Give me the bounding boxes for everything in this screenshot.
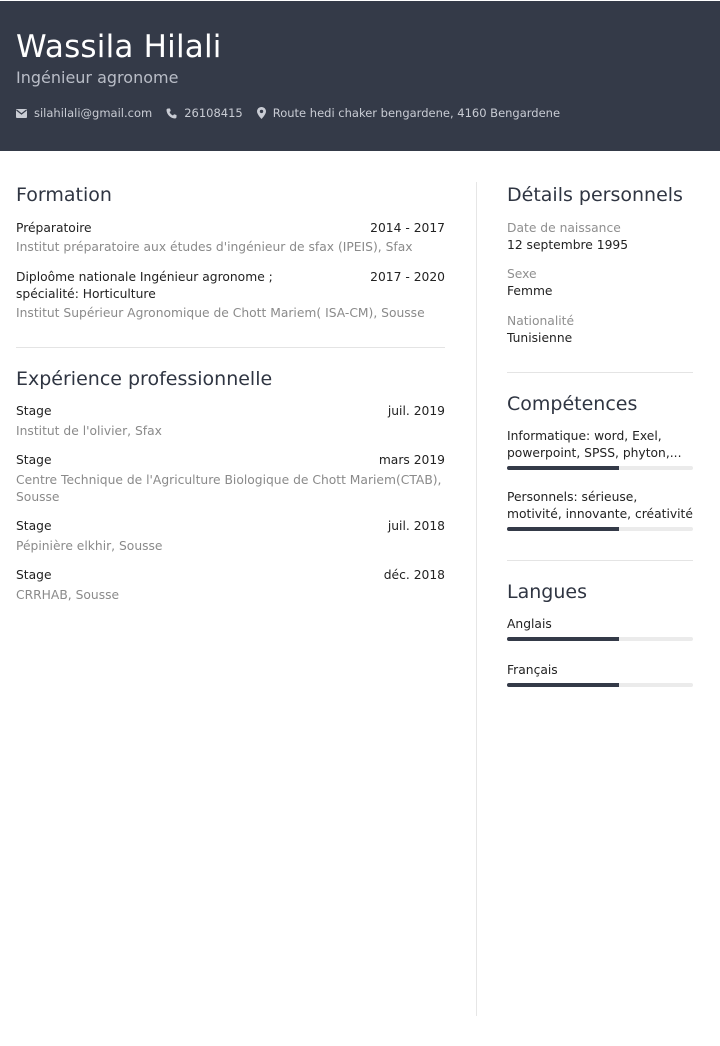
language-item (507, 616, 693, 641)
experience-role: Stage (16, 453, 52, 467)
contact-email[interactable] (16, 106, 152, 120)
phone-text: 26108415 (184, 106, 243, 120)
detail-value: 12 septembre 1995 (507, 238, 629, 252)
contact-phone[interactable] (166, 106, 243, 120)
experience-item (16, 518, 445, 555)
experience-item (16, 452, 445, 506)
detail-label: Sexe (507, 267, 537, 281)
experience-date: mars 2019 (378, 453, 445, 467)
language-item (507, 662, 693, 687)
column-divider (476, 182, 477, 1016)
formation-school: Institut Supérieur Agronomique de Chott Mariem( ISA-CM), Sousse (16, 306, 425, 320)
experience-place: Institut de l'olivier, Sfax (16, 424, 162, 438)
section-title-languages: Langues (507, 581, 587, 603)
skill-item (507, 489, 693, 531)
experience-place: Centre Technique de l'Agriculture Biologique de Chott Mariem(CTAB), Sousse (16, 473, 442, 504)
language-label: Français (507, 663, 558, 677)
language-level-bar (507, 637, 693, 641)
section-divider (507, 372, 693, 373)
section-title-skills: Compétences (507, 393, 638, 415)
skill-level-bar (507, 527, 693, 531)
skill-level-bar (507, 466, 693, 470)
experience-date: juil. 2019 (387, 404, 445, 418)
detail-item (507, 266, 693, 300)
experience-role: Stage (16, 568, 52, 582)
section-title-details: Détails personnels (507, 184, 683, 206)
language-label: Anglais (507, 617, 552, 631)
detail-value: Femme (507, 284, 553, 298)
skill-label: Personnels: sérieuse, motivité, innovante, créativité (507, 490, 693, 521)
skill-label: Informatique: word, Exel, powerpoint, SPSS, phyton,... (507, 429, 682, 460)
detail-label: Date de naissance (507, 221, 621, 235)
formation-date: 2014 - 2017 (370, 221, 445, 235)
experience-item (16, 403, 445, 440)
section-title-experience: Expérience professionnelle (16, 368, 273, 390)
envelope-icon (16, 109, 27, 118)
main-column (16, 182, 445, 604)
email-text: silahilali@gmail.com (34, 106, 153, 120)
skill-level-fill (507, 527, 619, 531)
language-level-bar (507, 683, 693, 687)
experience-role: Stage (16, 404, 52, 418)
section-title-formation: Formation (16, 184, 112, 206)
detail-label: Nationalité (507, 314, 575, 328)
map-marker-icon (257, 107, 266, 119)
experience-date: déc. 2018 (383, 568, 445, 582)
experience-date: juil. 2018 (387, 519, 445, 533)
skill-level-fill (507, 466, 619, 470)
formation-degree: Préparatoire (16, 221, 92, 235)
formation-date: 2017 - 2020 (370, 270, 445, 284)
skill-item (507, 428, 693, 470)
section-divider (507, 560, 693, 561)
contact-bar (16, 105, 574, 121)
formation-degree: Diploôme nationale Ingénieur agronome ; spécialité: Horticulture (16, 270, 273, 301)
side-column (507, 182, 693, 687)
detail-item (507, 313, 693, 347)
contact-address (257, 106, 560, 120)
section-divider (16, 347, 445, 348)
candidate-title: Ingénieur agronome (16, 68, 179, 87)
experience-place: Pépinière elkhir, Sousse (16, 539, 163, 553)
phone-icon (166, 108, 177, 119)
language-level-fill (507, 637, 619, 641)
experience-place: CRRHAB, Sousse (16, 588, 120, 602)
experience-item (16, 567, 445, 604)
formation-school: Institut préparatoire aux études d'ingénieur de sfax (IPEIS), Sfax (16, 240, 413, 254)
formation-item (16, 269, 445, 322)
formation-item (16, 220, 445, 256)
candidate-name: Wassila Hilali (16, 29, 222, 65)
detail-item (507, 220, 693, 254)
detail-value: Tunisienne (507, 331, 573, 345)
language-level-fill (507, 683, 619, 687)
resume-header (0, 1, 720, 151)
address-text: Route hedi chaker bengardene, 4160 Bengardene (272, 106, 561, 120)
experience-role: Stage (16, 519, 52, 533)
